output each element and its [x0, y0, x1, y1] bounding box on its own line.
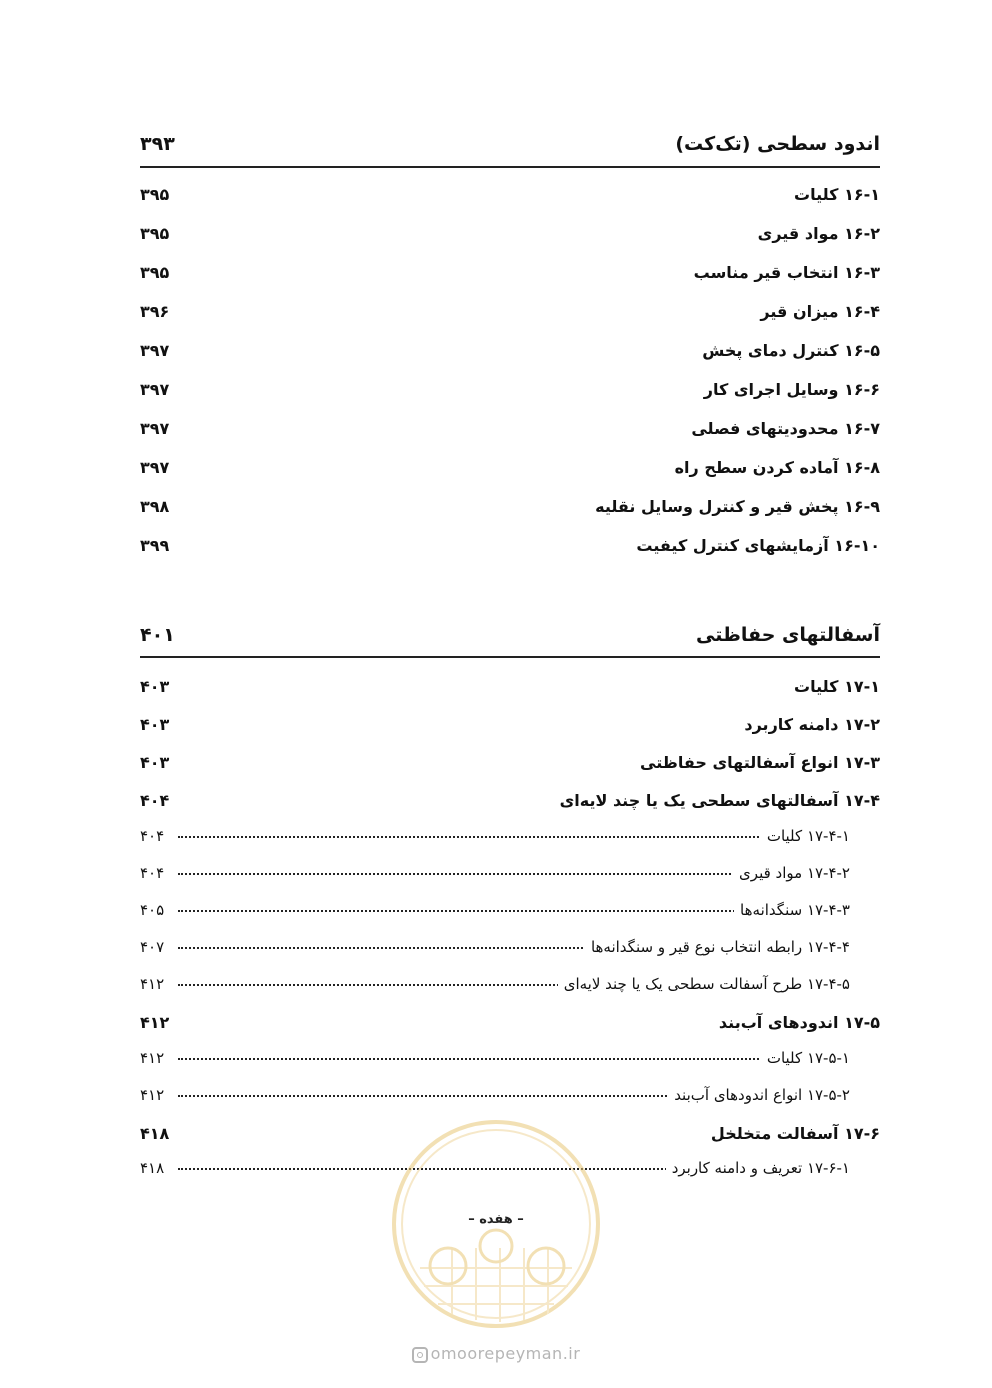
entry-page: ۴۰۷	[140, 938, 170, 956]
toc-entry	[140, 670, 880, 702]
entry-page: ۴۰۳	[140, 676, 170, 696]
chapter-page-number: ۳۹۳	[140, 133, 175, 155]
chapter-page-number: ۴۰۱	[140, 624, 175, 646]
toc-entry	[140, 708, 880, 740]
entry-title: ۱۷-۵-۲ انواع اندودهای آب‌بند	[668, 1086, 850, 1104]
toc-subentry	[140, 1079, 880, 1111]
entry-title: ۱۷-۶-۱ تعریف و دامنه کاربرد	[666, 1159, 850, 1177]
chapter-title: آسفالتهای حفاظتی	[696, 624, 880, 646]
leader-dots	[178, 834, 850, 838]
entry-title: ۱۷-۴-۴ رابطه انتخاب نوع قیر و سنگدانه‌ها	[585, 938, 850, 956]
entry-title: ۱۶-۹ پخش قیر و کنترل وسایل نقلیه	[595, 496, 880, 516]
toc-entry	[140, 256, 880, 288]
entry-title: ۱۶-۴ میزان قیر	[760, 301, 880, 321]
toc-entry	[140, 490, 880, 522]
entry-title: ۱۶-۲ مواد قیری	[757, 223, 880, 243]
entry-page: ۳۹۹	[140, 535, 170, 555]
entry-page: ۴۱۲	[140, 1086, 170, 1104]
toc-subentry	[140, 1042, 880, 1074]
entry-title: ۱۷-۶ آسفالت متخلخل	[710, 1123, 880, 1143]
instagram-icon	[412, 1347, 428, 1363]
toc-entry	[140, 217, 880, 249]
entry-title: ۱۷-۵ اندودهای آب‌بند	[718, 1012, 880, 1032]
entry-page: ۴۰۴	[140, 827, 170, 845]
chapter-heading	[140, 128, 880, 160]
entry-title: ۱۷-۴-۳ سنگدانه‌ها	[734, 901, 850, 919]
entry-page: ۴۱۲	[140, 1012, 170, 1032]
entry-page: ۳۹۷	[140, 379, 170, 399]
entry-title: ۱۶-۷ محدودیتهای فصلی	[691, 418, 880, 438]
watermark-text: omoorepeyman.ir	[430, 1344, 581, 1363]
toc-subentry	[140, 968, 880, 1000]
entry-page: ۴۰۴	[140, 864, 170, 882]
toc-subentry	[140, 857, 880, 889]
entry-title: ۱۷-۱ کلیات	[794, 676, 880, 696]
entry-page: ۴۰۳	[140, 752, 170, 772]
entry-title: ۱۶-۳ انتخاب قیر مناسب	[693, 262, 880, 282]
toc-entry	[140, 1006, 880, 1038]
entry-title: ۱۷-۳ انواع آسفالتهای حفاظتی	[640, 752, 880, 772]
toc-entry	[140, 529, 880, 561]
entry-page: ۳۹۵	[140, 262, 170, 282]
toc-subentry	[140, 894, 880, 926]
entry-page: ۳۹۵	[140, 184, 170, 204]
toc-entry	[140, 746, 880, 778]
entry-page: ۴۰۳	[140, 714, 170, 734]
chapter-heading	[140, 619, 880, 651]
toc-entry	[140, 295, 880, 327]
toc-entry	[140, 334, 880, 366]
entry-page: ۴۰۵	[140, 901, 170, 919]
toc-entry	[140, 178, 880, 210]
entry-title: ۱۷-۴ آسفالتهای سطحی یک یا چند لایه‌ای	[559, 790, 880, 810]
chapter-title: اندود سطحی (تک‌کت)	[675, 133, 880, 155]
entry-title: ۱۶-۱۰ آزمایشهای کنترل کیفیت	[636, 535, 880, 555]
entry-title: ۱۷-۵-۱ کلیات	[761, 1049, 850, 1067]
leader-dots	[178, 1056, 850, 1060]
entry-page: ۴۰۴	[140, 790, 170, 810]
entry-page: ۳۹۵	[140, 223, 170, 243]
entry-page: ۳۹۷	[140, 418, 170, 438]
toc-subentry	[140, 820, 880, 852]
entry-page: ۴۱۸	[140, 1159, 170, 1177]
entry-title: ۱۶-۵ کنترل دمای پخش	[702, 340, 880, 360]
entry-page: ۳۹۸	[140, 496, 170, 516]
heading-rule	[140, 656, 880, 658]
entry-page: ۳۹۷	[140, 340, 170, 360]
entry-page: ۳۹۶	[140, 301, 170, 321]
page-footer-number: – هفده –	[468, 1212, 524, 1227]
entry-title: ۱۶-۱ کلیات	[794, 184, 880, 204]
entry-page: ۴۱۲	[140, 975, 170, 993]
entry-page: ۴۱۸	[140, 1123, 170, 1143]
entry-title: ۱۷-۴-۵ طرح آسفالت سطحی یک یا چند لایه‌ای	[558, 975, 850, 993]
entry-page: ۳۹۷	[140, 457, 170, 477]
site-watermark	[0, 1344, 992, 1363]
toc-entry	[140, 373, 880, 405]
entry-title: ۱۶-۸ آماده کردن سطح راه	[674, 457, 880, 477]
toc-entry	[140, 412, 880, 444]
entry-title: ۱۷-۴-۱ کلیات	[761, 827, 850, 845]
entry-title: ۱۶-۶ وسایل اجرای کار	[703, 379, 880, 399]
toc-entry	[140, 451, 880, 483]
heading-rule	[140, 166, 880, 168]
entry-page: ۴۱۲	[140, 1049, 170, 1067]
toc-entry	[140, 784, 880, 816]
toc-subentry	[140, 931, 880, 963]
entry-title: ۱۷-۴-۲ مواد قیری	[733, 864, 850, 882]
entry-title: ۱۷-۲ دامنه کاربرد	[744, 714, 880, 734]
